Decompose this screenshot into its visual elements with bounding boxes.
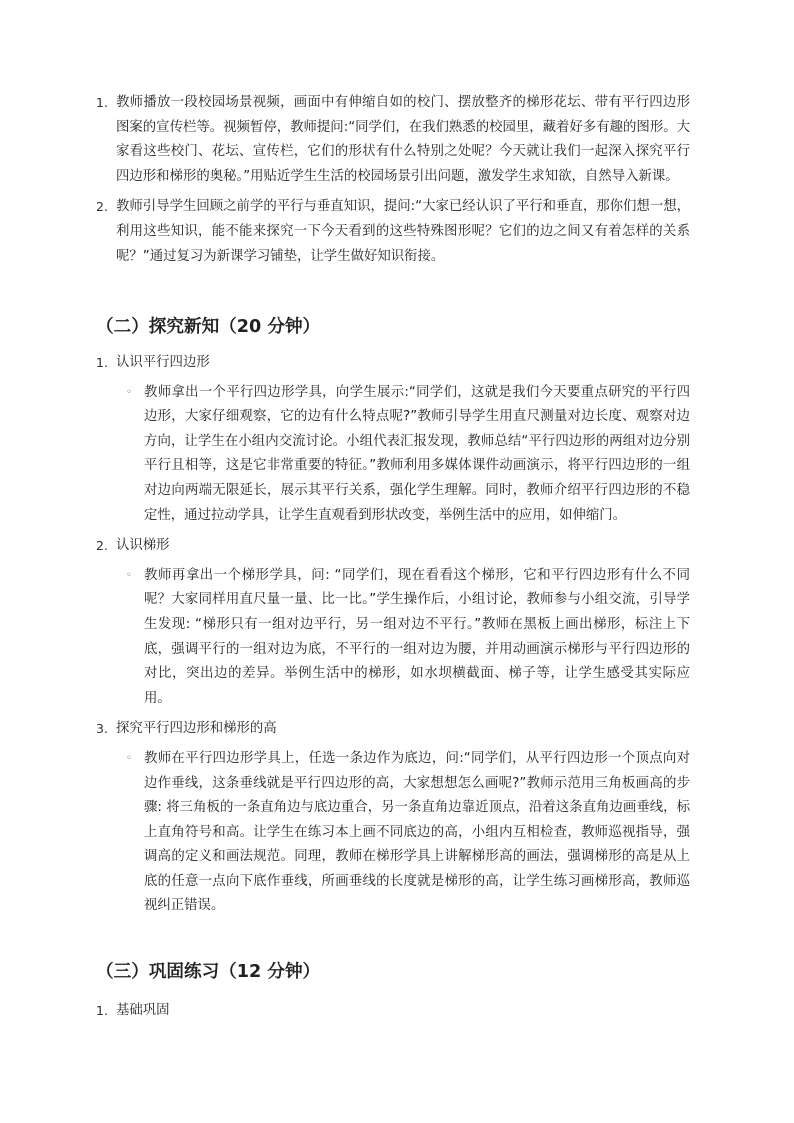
list-number: 1. xyxy=(96,95,108,110)
sub-list-item-text: 教师再拿出一个梯形学具，问: “同学们，现在看看这个梯形，它和平行四边形有什么不同呢？大家同样用直尺量一量、比一比。”学生操作后，小组讨论，教师参与小组交流，引导学生发现: “梯形只有一组对边平行，另一组对边不平行。”教师在黑板上画出梯形，标注上下底，强调平行的一组对边为底，不平行的一组对边为腰，并用动画演示梯形与平行四边形的对比，突出边的差异。举例生活中的梯形，如水坝横截面、梯子等，让学生感受其实际应用。 xyxy=(144,567,690,706)
list-item xyxy=(96,91,690,189)
list-number: 1. xyxy=(96,355,108,370)
sub-list xyxy=(126,564,690,712)
sub-list-item xyxy=(126,747,690,919)
list-item xyxy=(96,195,690,269)
bullet-icon: ◦ xyxy=(126,752,132,764)
section2-list xyxy=(96,351,690,919)
list-item-label: 认识平行四边形 xyxy=(116,355,210,370)
intro-list xyxy=(96,91,690,269)
bullet-icon: ◦ xyxy=(126,569,132,581)
list-number: 1. xyxy=(96,1003,108,1018)
list-number: 3. xyxy=(96,721,108,737)
list-item-heading xyxy=(96,351,690,376)
list-item-label: 探究平行四边形和梯形的高 xyxy=(116,721,277,737)
sub-list xyxy=(126,747,690,919)
list-item-text: 教师播放一段校园场景视频，画面中有伸缩自如的校门、摆放整齐的梯形花坛、带有平行四边形图案的宣传栏等。视频暂停，教师提问:“同学们，在我们熟悉的校园里，藏着好多有趣的图形。大家看这些校门、花坛、宣传栏，它们的形状有什么特别之处呢？今天就让我们一起深入探究平行四边形和梯形的奥秘。”用贴近学生生活的校园场景引出问题，激发学生求知欲，自然导入新课。 xyxy=(116,95,690,184)
list-number: 2. xyxy=(96,538,108,554)
list-item-heading xyxy=(96,534,690,559)
list-item-heading xyxy=(96,717,690,742)
sub-list-item-text: 教师拿出一个平行四边形学具，向学生展示:“同学们，这就是我们今天要重点研究的平行四边形，大家仔细观察，它的边有什么特点呢?”教师引导学生用直尺测量对边长度、观察对边方向，让学生在小组内交流讨论。小组代表汇报发现，教师总结“平行四边形的两组对边分别平行且相等，这是它非常重要的特征。”教师利用多媒体课件动画演示，将平行四边形的一组对边向两端无限延长，展示其平行关系，强化学生理解。同时，教师介绍平行四边形的不稳定性，通过拉动学具，让学生直观看到形状改变，举例生活中的应用，如伸缩门。 xyxy=(144,384,690,523)
list-item-label: 认识梯形 xyxy=(116,538,170,554)
list-number: 2. xyxy=(96,199,108,215)
sub-list-item xyxy=(126,564,690,712)
list-item-text: 教师引导学生回顾之前学的平行与垂直知识，提问:“大家已经认识了平行和垂直，那你们想一想，利用这些知识，能不能来探究一下今天看到的这些特殊图形呢？它们的边之间又有着怎样的关系呢？”通过复习为新课学习铺垫，让学生做好知识衔接。 xyxy=(116,199,690,264)
sub-list xyxy=(126,381,690,529)
section-heading: （二）探究新知（20 分钟） xyxy=(96,317,321,337)
section3-list xyxy=(96,999,690,1024)
sub-list-item-text: 教师在平行四边形学具上，任选一条边作为底边，问:“同学们，从平行四边形一个顶点向对边作垂线，这条垂线就是平行四边形的高，大家想想怎么画呢?”教师示范用三角板画高的步骤: 将三角板的一条直角边与底边重合，另一条直角边靠近顶点，沿着这条直角边画垂线，标上直角符号和高。让学生在练习本上画不同底边的高，小组内互相检查，教师巡视指导，强调高的定义和画法规范。同理，教师在梯形学具上讲解梯形高的画法，强调梯形的高是从上底的任意一点向下底作垂线，所画垂线的长度就是梯形的高，让学生练习画梯形高，教师巡视纠正错误。 xyxy=(144,750,690,914)
sub-list-item xyxy=(126,381,690,529)
list-item-label: 基础巩固 xyxy=(116,1003,170,1018)
section-heading: （三）巩固练习（12 分钟） xyxy=(96,962,321,982)
list-item-heading xyxy=(96,999,690,1024)
bullet-icon: ◦ xyxy=(126,386,132,398)
